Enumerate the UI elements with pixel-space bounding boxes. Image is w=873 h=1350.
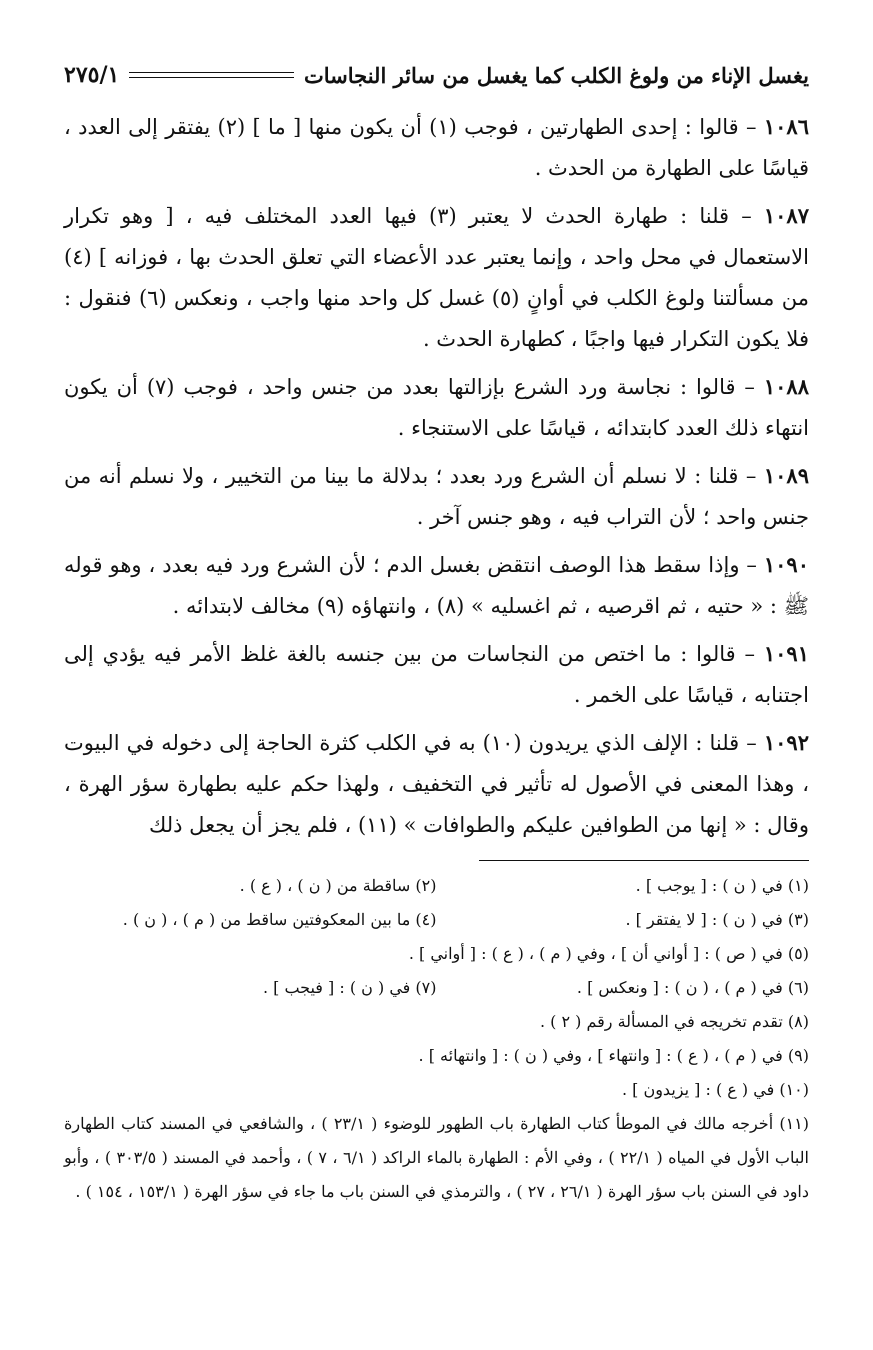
paragraph-text: – قلنا : طهارة الحدث لا يعتبر (٣) فيها العدد المختلف فيه ، [ وهو تكرار الاستعمال في محل واحد ، وإنما يعتبر عدد الأعضاء التي تعلق الحدث بها ، فوزانه ] (٤) من مسألتنا ولوغ الكلب في أوانٍ (٥) غسل كل واحد منها واجب ، ونعكس (٦) فنقول : فلا يكون التكرار فيها واجبًا ، كطهارة الحدث . [64,204,809,351]
paragraph-text: – قلنا : الإلف الذي يريدون (١٠) به في الكلب كثرة الحاجة إلى دخوله في البيوت ، وهذا المعنى في الأصول له تأثير في التخفيف ، ولهذا حكم عليه بطهارة سؤر الهرة ، وقال : « إنها من الطوافين عليكم والطوافات » (١١) ، فلم يجز أن يجعل ذلك [64,731,809,837]
footnote-4: (٤) ما بين المعكوفتين ساقط من ( م ) ، ( ن ) . [122,910,437,929]
footnote-row [64,903,809,937]
paragraph-1086 [64,106,809,189]
paragraph-1092 [64,722,809,846]
paragraph-number: ١٠٩٠ [763,552,809,577]
paragraph-text: – وإذا سقط هذا الوصف انتقض بغسل الدم ؛ لأن الشرع ورد فيه بعدد ، وهو قوله ﷺ : « حتيه ، ثم اقرصيه ، ثم اغسليه » (٨) ، وانتهاؤه (٩) مخالف لابتدائه . [64,553,809,618]
header-rule [129,72,294,78]
footnote-separator [479,860,809,861]
footnote-5: (٥) في ( ص ) : [ أواني أن ] ، وفي ( م ) ، ( ع ) : [ أواني ] . [408,944,809,963]
paragraph-1091 [64,633,809,716]
paragraph-1090 [64,544,809,627]
footnote-10: (١٠) في ( ع ) : [ يزيدون ] . [621,1080,809,1099]
paragraph-1087 [64,195,809,360]
paragraph-number: ١٠٨٦ [763,114,809,139]
paragraph-text: – قالوا : ما اختص من النجاسات من بين جنسه بالغة غلظ الأمر فيه يؤدي إلى اجتنابه ، قياسًا على الخمر . [64,642,809,707]
paragraph-1088 [64,366,809,449]
footnote-6: (٦) في ( م ) ، ( ن ) : [ ونعكس ] . [576,978,809,997]
paragraph-text: – قلنا : لا نسلم أن الشرع ورد بعدد ؛ بدلالة ما بينا من التخيير ، ولا نسلم أنه من جنس واحد ؛ لأن التراب فيه ، وهو جنس آخر . [64,464,809,529]
running-title: يغسل الإناء من ولوغ الكلب كما يغسل من سائر النجاسات [304,62,809,88]
footnote-3: (٣) في ( ن ) : [ لا يفتقر ] . [625,910,809,929]
paragraph-number: ١٠٩٢ [763,730,809,755]
paragraph-1089 [64,455,809,538]
footnote-8: (٨) تقدم تخريجه في المسألة رقم ( ٢ ) . [539,1012,809,1031]
paragraph-number: ١٠٨٧ [763,203,809,228]
page-number: ٢٧٥/١ [64,62,120,88]
footnote-2: (٢) ساقطة من ( ن ) ، ( ع ) . [239,876,437,895]
main-text [64,106,809,846]
footnote-7: (٧) في ( ن ) : [ فيجب ] . [262,978,437,997]
footnote-row [64,971,809,1005]
paragraph-number: ١٠٩١ [763,641,809,666]
footnote-row [64,869,809,903]
paragraph-text: – قالوا : نجاسة ورد الشرع بإزالتها بعدد من جنس واحد ، فوجب (٧) أن يكون انتهاء ذلك العدد كابتدائه ، قياسًا على الاستنجاء . [64,375,809,440]
footnote-9: (٩) في ( م ) ، ( ع ) : [ وانتهاء ] ، وفي ( ن ) : [ وانتهائه ] . [418,1046,809,1065]
running-header [64,58,809,92]
footnote-11: (١١) أخرجه مالك في الموطأ كتاب الطهارة باب الطهور للوضوء ( ٢٣/١ ) ، والشافعي في المسند كتاب الطهارة الباب الأول في المياه ( ٢٢/١ ) ، وفي الأم : الطهارة بالماء الراكد ( ٦/١ ، ٧ ) ، وأحمد في المسند ( ٣٠٣/٥ ) ، وأبو داود في السنن باب سؤر الهرة ( ٢٦/١ ، ٢٧ ) ، والترمذي في السنن باب ما جاء في سؤر الهرة ( ١٥٣/١ ، ١٥٤ ) . [64,1114,809,1201]
paragraph-number: ١٠٨٨ [763,374,809,399]
footnotes [64,869,809,1209]
paragraph-text: – قالوا : إحدى الطهارتين ، فوجب (١) أن يكون منها [ ما ] (٢) يفتقر إلى العدد ، قياسًا على الطهارة من الحدث . [64,115,809,180]
footnote-1: (١) في ( ن ) : [ يوجب ] . [635,876,809,895]
paragraph-number: ١٠٨٩ [763,463,809,488]
